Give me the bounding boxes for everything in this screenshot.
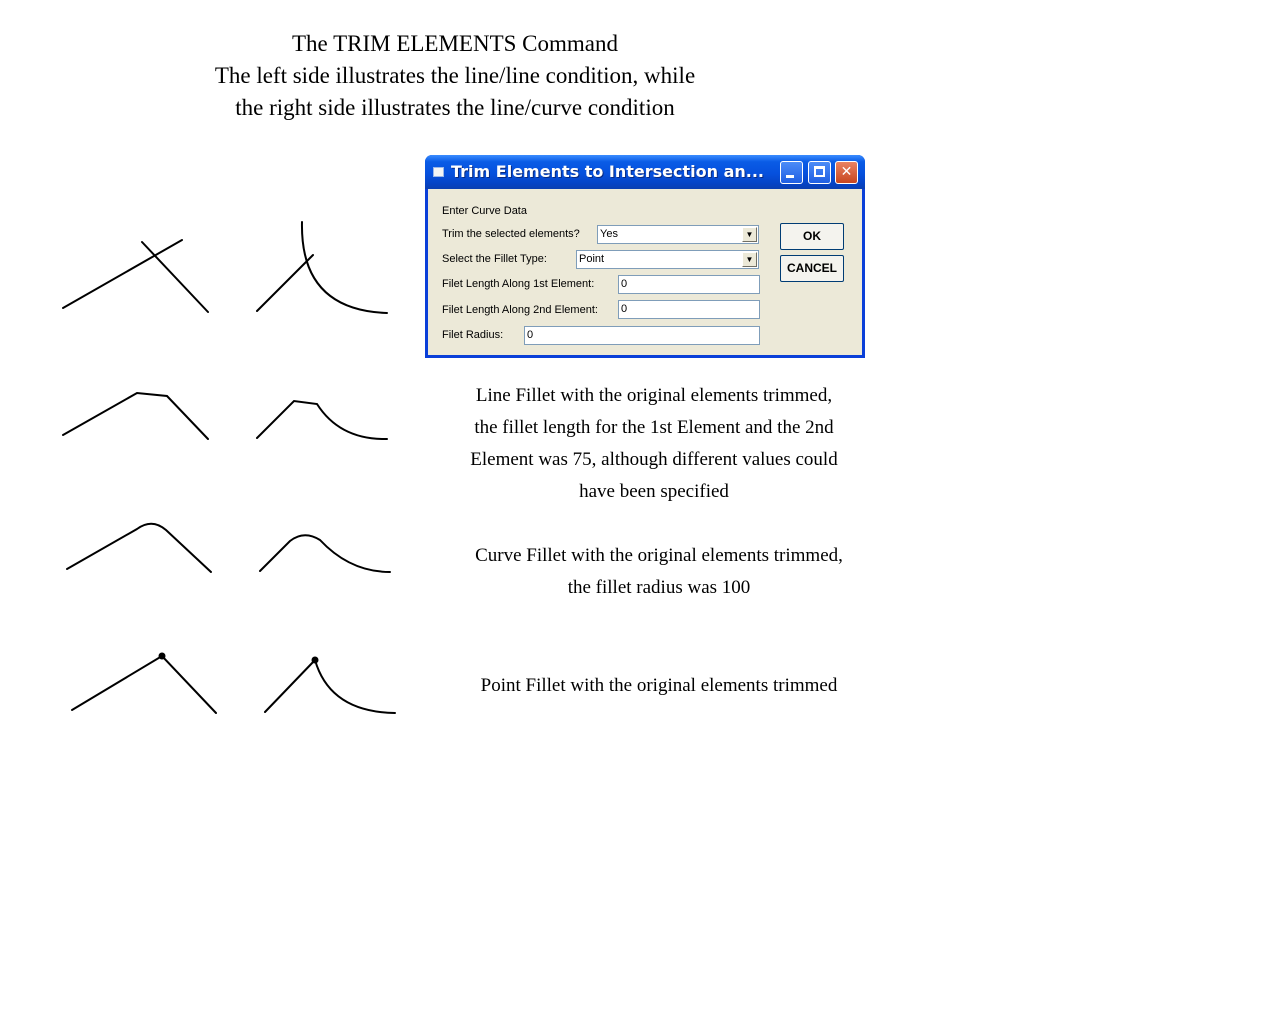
caption-line: Point Fillet with the original elements trimmed [480,675,838,696]
curve-fillet-caption [454,540,864,604]
close-button[interactable] [835,161,858,184]
cancel-button[interactable]: CANCEL [780,255,844,282]
length1-label: Filet Length Along 1st Element: [442,278,595,290]
length1-input[interactable]: 0 [618,275,760,294]
dialog-titlebar[interactable] [425,155,865,189]
line-fillet-caption [454,380,854,508]
minimize-button[interactable] [780,161,803,184]
trim-label: Trim the selected elements? [442,228,580,240]
caption-line: Line Fillet with the original elements trimmed, [475,385,833,406]
minimize-icon [786,175,794,178]
line-fillet-line-curve [257,401,387,439]
window-icon[interactable] [433,167,444,177]
caption-line: Element was 75, although different values could [470,449,838,470]
caption-line: the fillet length for the 1st Element and the 2nd [474,417,834,438]
caption-line: Curve Fillet with the original elements trimmed, [475,545,843,566]
maximize-button[interactable] [808,161,831,184]
close-icon: ✕ [840,164,853,180]
caption-line: the fillet radius was 100 [567,577,751,598]
original-line-1 [63,240,182,308]
trim-select[interactable] [597,225,759,244]
fillet-type-select[interactable] [576,250,759,269]
original-line-2 [142,242,208,312]
line-fillet-line-line [63,393,208,439]
original-curve-line [257,255,313,311]
point-fillet-line-line [72,656,216,713]
point-fillet-marker-2 [312,657,319,664]
chevron-down-icon[interactable]: ▼ [742,252,757,267]
heading-line-2: The left side illustrates the line/line condition, while [214,63,696,88]
dialog-title: Trim Elements to Intersection an... [451,162,765,181]
maximize-icon [814,166,825,177]
curve-fillet-line-curve [260,535,390,572]
heading-line-3: the right side illustrates the line/curve condition [235,95,675,120]
chevron-down-icon[interactable]: ▼ [742,227,757,242]
radius-label: Filet Radius: [442,329,504,341]
trim-elements-dialog [425,155,865,358]
trim-select-value: Yes [600,228,618,240]
original-curve [302,222,387,313]
point-fillet-caption [454,670,864,702]
section-label: Enter Curve Data [442,205,527,217]
ok-button[interactable]: OK [780,223,844,250]
length2-label: Filet Length Along 2nd Element: [442,304,598,316]
curve-fillet-line-line [67,524,211,572]
caption-line: have been specified [579,481,729,502]
dialog-body [428,189,862,355]
fillet-type-value: Point [579,253,605,265]
point-fillet-marker-1 [159,653,166,660]
trim-diagrams [0,0,420,740]
heading-title: The TRIM ELEMENTS Command [291,31,619,56]
fillet-type-label: Select the Fillet Type: [442,253,547,265]
length2-input[interactable]: 0 [618,300,760,319]
radius-input[interactable]: 0 [524,326,760,345]
point-fillet-line-curve [265,660,395,713]
